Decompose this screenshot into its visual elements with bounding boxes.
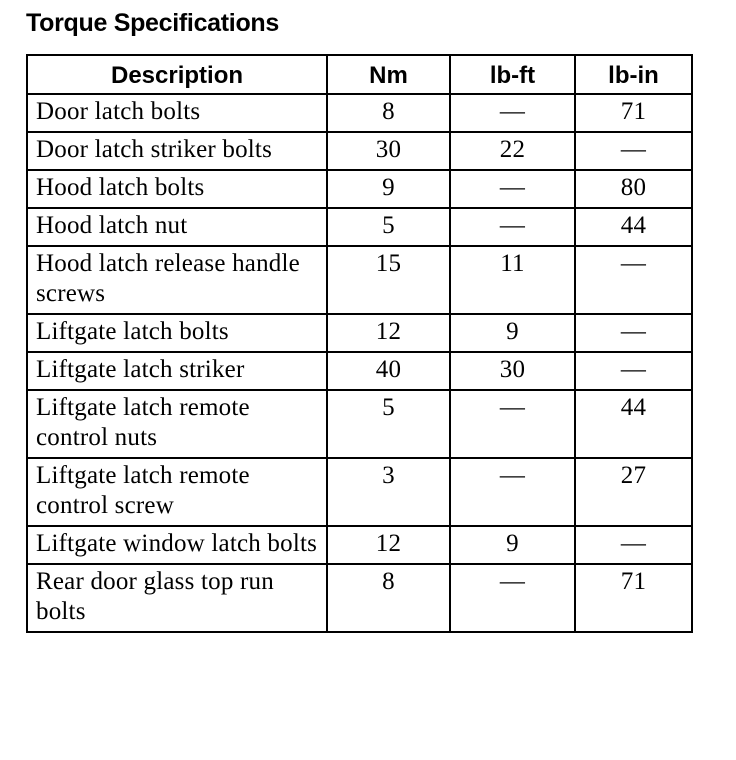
lb-ft-cell: — (450, 208, 575, 246)
lb-in-cell: 44 (575, 390, 692, 458)
table-row (27, 170, 692, 208)
nm-cell: 15 (327, 246, 450, 314)
table-row (27, 564, 692, 632)
nm-cell: 12 (327, 526, 450, 564)
table-row (27, 458, 692, 526)
table-row (27, 246, 692, 314)
lb-in-cell: — (575, 352, 692, 390)
table-row (27, 352, 692, 390)
lb-ft-cell: — (450, 390, 575, 458)
description-cell: Liftgate latch striker (27, 352, 327, 390)
nm-cell: 3 (327, 458, 450, 526)
table-header-row (27, 55, 692, 94)
nm-cell: 9 (327, 170, 450, 208)
lb-ft-cell: — (450, 94, 575, 132)
table-row (27, 132, 692, 170)
description-cell: Liftgate latch remote control screw (27, 458, 327, 526)
description-cell: Hood latch nut (27, 208, 327, 246)
lb-in-cell: 27 (575, 458, 692, 526)
lb-in-cell: — (575, 314, 692, 352)
column-header-nm: Nm (327, 55, 450, 94)
description-cell: Liftgate latch bolts (27, 314, 327, 352)
description-cell: Liftgate window latch bolts (27, 526, 327, 564)
nm-cell: 12 (327, 314, 450, 352)
table-row (27, 94, 692, 132)
table-row (27, 390, 692, 458)
description-cell: Hood latch bolts (27, 170, 327, 208)
lb-in-cell: — (575, 246, 692, 314)
lb-in-cell: 71 (575, 564, 692, 632)
lb-ft-cell: 11 (450, 246, 575, 314)
lb-in-cell: — (575, 526, 692, 564)
page-title: Torque Specifications (26, 9, 280, 37)
column-header-lb-ft: lb-ft (450, 55, 575, 94)
description-cell: Door latch bolts (27, 94, 327, 132)
nm-cell: 8 (327, 94, 450, 132)
lb-ft-cell: — (450, 564, 575, 632)
nm-cell: 5 (327, 208, 450, 246)
table-row (27, 314, 692, 352)
lb-in-cell: 44 (575, 208, 692, 246)
torque-spec-table (26, 54, 693, 633)
table-row (27, 208, 692, 246)
lb-ft-cell: 30 (450, 352, 575, 390)
lb-in-cell: 80 (575, 170, 692, 208)
column-header-description: Description (27, 55, 327, 94)
lb-ft-cell: 9 (450, 526, 575, 564)
nm-cell: 40 (327, 352, 450, 390)
lb-in-cell: — (575, 132, 692, 170)
column-header-lb-in: lb-in (575, 55, 692, 94)
description-cell: Rear door glass top run bolts (27, 564, 327, 632)
nm-cell: 5 (327, 390, 450, 458)
lb-ft-cell: 22 (450, 132, 575, 170)
lb-ft-cell: — (450, 170, 575, 208)
description-cell: Hood latch release handle screws (27, 246, 327, 314)
table-row (27, 526, 692, 564)
lb-in-cell: 71 (575, 94, 692, 132)
lb-ft-cell: — (450, 458, 575, 526)
nm-cell: 8 (327, 564, 450, 632)
description-cell: Liftgate latch remote control nuts (27, 390, 327, 458)
nm-cell: 30 (327, 132, 450, 170)
description-cell: Door latch striker bolts (27, 132, 327, 170)
lb-ft-cell: 9 (450, 314, 575, 352)
